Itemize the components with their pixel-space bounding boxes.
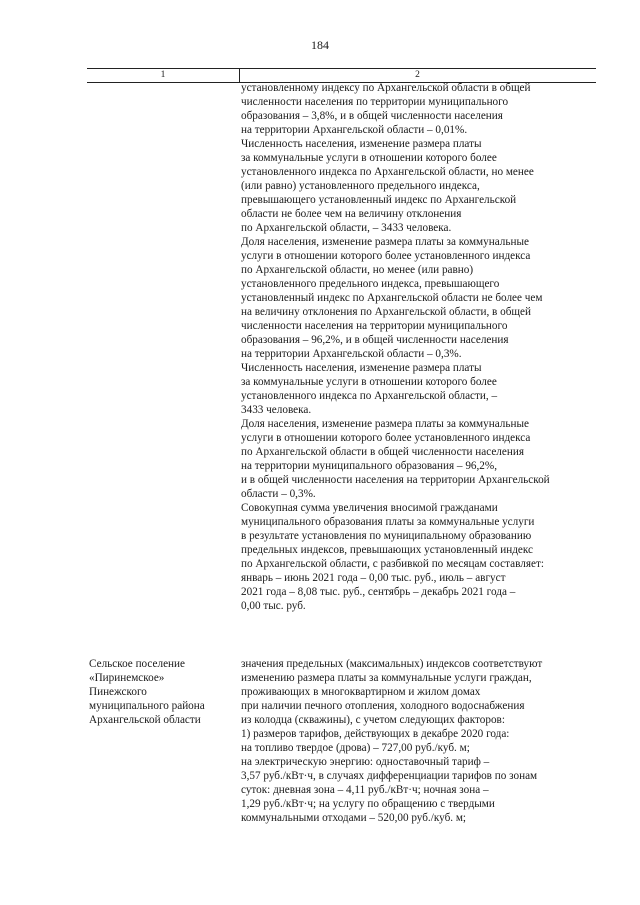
column-2-header: 2 — [415, 70, 420, 80]
text-line: Совокупная сумма увеличения вносимой гражданами — [241, 502, 498, 514]
text-line: из колодца (скважины), с учетом следующих факторов: — [241, 714, 505, 726]
text-line: суток: дневная зона – 4,11 руб./кВт·ч; ночная зона – — [241, 784, 489, 796]
text-line: Численность населения, изменение размера платы — [241, 362, 482, 374]
text-line: по Архангельской области, с разбивкой по месяцам составляет: — [241, 558, 544, 570]
text-line: услуги в отношении которого более установленного индекса — [241, 432, 531, 444]
municipality-name-line: «Пиринемское» — [89, 672, 165, 684]
municipality-name-line: Сельское поселение — [89, 658, 185, 670]
text-line: на электрическую энергию: одноставочный тариф – — [241, 756, 490, 768]
text-line: установленного предельного индекса, превышающего — [241, 278, 500, 290]
text-line: по Архангельской области, – 3433 человека. — [241, 222, 452, 234]
text-line: 0,00 тыс. руб. — [241, 600, 306, 612]
text-line: 3,57 руб./кВт·ч, в случаях дифференциации тарифов по зонам — [241, 770, 538, 782]
text-line: по Архангельской области в общей численности населения — [241, 446, 524, 458]
text-line: изменению размера платы за коммунальные услуги граждан, — [241, 672, 532, 684]
column-1-header: 1 — [160, 70, 166, 80]
text-line: численности населения на территории муниципального — [241, 320, 508, 332]
text-line: предельных индексов, превышающих установленный индекс — [241, 544, 533, 556]
text-line: Доля населения, изменение размера платы за коммунальные — [241, 236, 529, 248]
municipality-name-line: муниципального района — [89, 700, 205, 712]
text-line: области не более чем на величину отклонения — [241, 208, 462, 220]
text-line: образования – 96,2%, и в общей численности населения — [241, 334, 509, 346]
text-line: и в общей численности населения на территории Архангельской — [241, 474, 550, 486]
text-line: Численность населения, изменение размера платы — [241, 138, 482, 150]
text-line: образования – 3,8%, и в общей численности населения — [241, 110, 503, 122]
page-number: 184 — [311, 38, 329, 52]
text-line: установленный индекс по Архангельской области не более чем — [241, 292, 543, 304]
text-line: 2021 года – 8,08 тыс. руб., сентябрь – декабрь 2021 года – — [241, 586, 516, 598]
text-line: области – 0,3%. — [241, 488, 316, 500]
text-line: (или равно) установленного предельного индекса, — [241, 180, 480, 192]
municipality-name-line: Архангельской области — [89, 714, 201, 726]
text-line: на территории Архангельской области – 0,01%. — [241, 124, 468, 136]
text-line: превышающего установленный индекс по Архангельской — [241, 194, 517, 206]
text-line: на территории Архангельской области – 0,3%. — [241, 348, 462, 360]
text-line: 3433 человека. — [241, 404, 312, 416]
text-line: услуги в отношении которого более установленного индекса — [241, 250, 531, 262]
text-line: коммунальными отходами – 520,00 руб./куб. м; — [241, 812, 467, 824]
text-line: проживающих в многоквартирном и жилом домах — [241, 686, 481, 698]
text-line: численности населения по территории муниципального — [241, 96, 509, 108]
text-line: установленному индексу по Архангельской области в общей — [241, 82, 531, 94]
text-line: значения предельных (максимальных) индексов соответствуют — [241, 658, 543, 670]
text-line: установленного индекса по Архангельской области, но менее — [241, 166, 534, 178]
text-line: на величину отклонения по Архангельской области, в общей — [241, 306, 531, 318]
text-line: на территории муниципального образования – 96,2%, — [241, 460, 498, 472]
text-line: за коммунальные услуги в отношении которого более — [241, 376, 497, 388]
text-line: 1,29 руб./кВт·ч; на услугу по обращению с твердыми — [241, 798, 495, 810]
text-line: в результате установления по муниципальному образованию — [241, 530, 532, 542]
text-line: установленного индекса по Архангельской области, – — [241, 390, 498, 402]
text-line: за коммунальные услуги в отношении которого более — [241, 152, 497, 164]
text-line: муниципального образования платы за коммунальные услуги — [241, 516, 535, 528]
text-line: январь – июнь 2021 года – 0,00 тыс. руб., июль – август — [241, 572, 506, 584]
text-line: Доля населения, изменение размера платы за коммунальные — [241, 418, 529, 430]
text-line: на топливо твердое (дрова) – 727,00 руб./куб. м; — [241, 742, 470, 754]
text-line: 1) размеров тарифов, действующих в декабре 2020 года: — [241, 728, 510, 740]
municipality-name-line: Пинежского — [89, 686, 147, 698]
text-line: при наличии печного отопления, холодного водоснабжения — [241, 700, 525, 712]
text-line: по Архангельской области, но менее (или равно) — [241, 264, 474, 276]
